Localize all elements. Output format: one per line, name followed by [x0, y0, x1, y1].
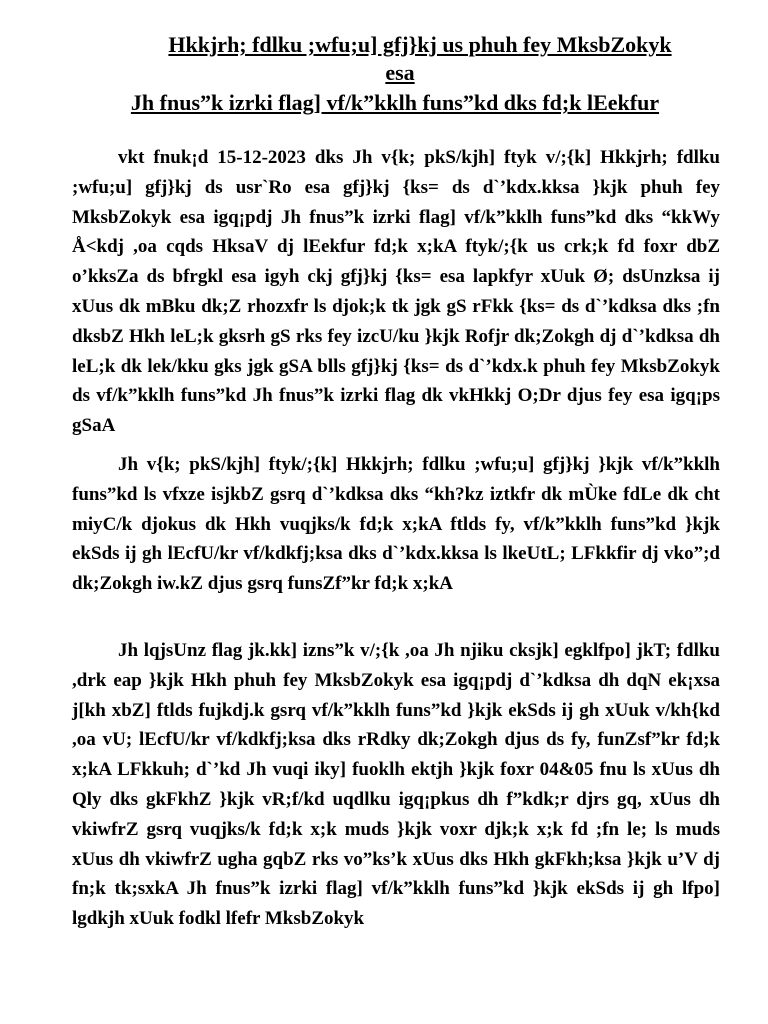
document-title-line-2: esa — [385, 60, 415, 85]
body-paragraph-2: Jh v{k; pkS/kjh] ftyk/;{k] Hkkjrh; fdlku ;wfu;u] gfj}kj }kjk vf/k”kklh funs”kd ls vfxze isjkbZ gsrq d`’kdksa dks “kh?kz iztkfr dk mÙke fdLe dk cht miyC/k djokus dk Hkh vuqjks/k fd;k x;kA ftlds fy, vf/k”kklh funs”kd }kjk ekSds ij gh lEcfU/kr vf/kdkfj;ksa dks d`’kdx.kksa ls lkeUtL; LFkkfir dj vko”;d dk;Zokgh iw.kZ djus gsrq funsZf”kr fd;k x;kA — [72, 454, 720, 595]
document-title-line-1: Hkkjrh; fdlku ;wfu;u] gfj}kj us phuh fey MksbZokyk — [168, 32, 672, 57]
document-title-line-3: Jh fnus”k izrki flag] vf/k”kklh funs”kd dks fd;k lEekfur — [130, 90, 660, 115]
body-paragraph-1: vkt fnuk¡d 15-12-2023 dks Jh v{k; pkS/kjh] ftyk v/;{k] Hkkjrh; fdlku ;wfu;u] gfj}kj ds usr`Ro esa gfj}kj {ks= ds d`’kdx.kksa }kjk phuh fey MksbZokyk esa igq¡pdj Jh fnus”k izrki flag] vf/k”kklh funs”kd dks “kkWy Å<kdj ,oa cqds HksaV dj lEekfur fd;k x;kA ftyk/;{k us crk;k fd foxr dbZ o’kksZa ds bfrgkl esa igyh ckj gfj}kj {ks= esa lapkfyr xUuk Ø; dsUnzksa ij xUus dk mBku dk;Z rhozxfr ls djok;k tk jgk gS rFkk {ks= ds d`’kdksa dks ;fn dksbZ Hkh leL;k gksrh gS rks fey izcU/ku }kjk Rofjr dk;Zokgh dj d`’kdksa dh leL;k dk lek/kku gks jgk gSA blls gfj}kj {ks= ds d`’kdx.k phuh fey MksbZokyk ds vf/k”kklh funs”kd Jh fnus”k izrki flag dk vkHkkj O;Dr djus fey esa igq¡ps gSaA — [72, 147, 720, 437]
body-paragraph-3: Jh lqjsUnz flag jk.kk] izns”k v/;{k ,oa Jh njiku cksjk] egklfpo] jkT; fdlku ,drk eap }kjk Hkh phuh fey MksbZokyk esa igq¡pdj d`’kdksa dh dqN ek¡xsa j[kh xbZ] ftlds fujkdj.k gsrq vf/k”kklh funs”kd }kjk ekSds ij gh xUuk v/kh{kd ,oa vU; lEcfU/kr vf/kdkfj;ksa dks rRdky dk;Zokgh djus ds fy, funZsf”kr fd;k x;kA LFkkuh; d`’kd Jh vuqi iky] fuoklh ektjh }kjk foxr 04&05 fnu ls xUus dh Qly dks gkFkhZ }kjk vR;f/kd uqdlku igq¡pkus dh f”kdk;r djrs gq, xUus dh vkiwfrZ gsrq vuqjks/k fd;k x;k muds }kjk voxr djk;k x;k fd ;fn le; ls muds xUus dh vkiwfrZ ugha gqbZ rks vo”ks’k xUus dks Hkh gkFkh;ksa }kjk u’V dj fn;k tk;sxkA Jh fnus”k izrki flag] vf/k”kklh funs”kd }kjk ekSds ij gh lfpo] lgdkjh xUuk fodkl lfefr MksbZokyk — [72, 640, 720, 930]
